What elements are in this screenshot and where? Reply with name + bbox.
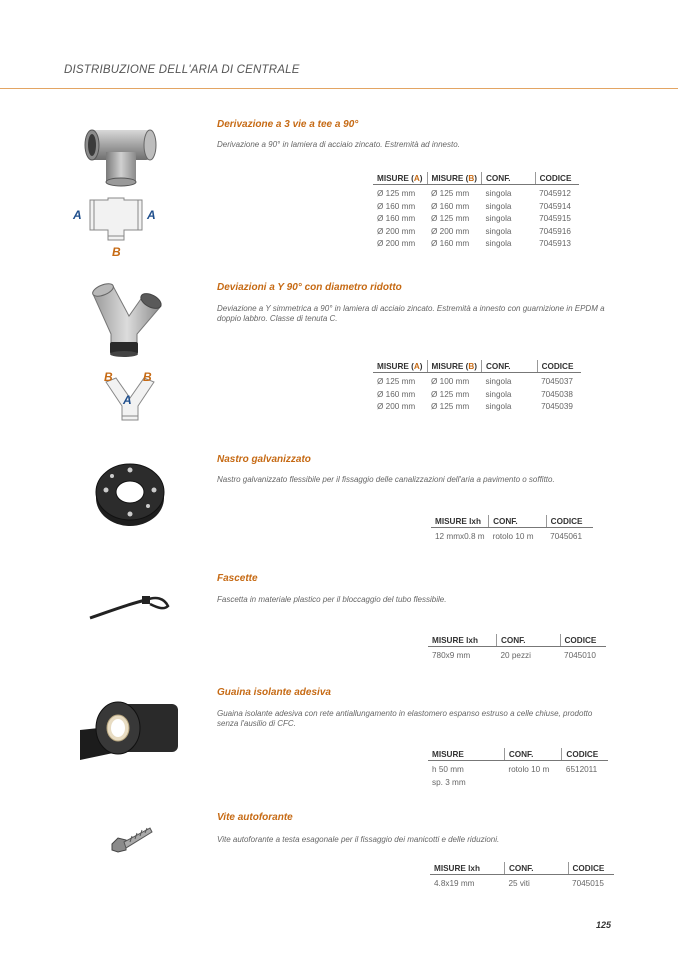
tee-label-a-right: A: [147, 208, 156, 222]
table-row: 4.8x19 mm 25 viti 7045015: [434, 879, 604, 888]
col-header-misure-b: MISURE (B): [427, 360, 482, 373]
product-title-nastro: Nastro galvanizzato: [217, 454, 311, 465]
y-label-a: A: [123, 393, 132, 407]
tee-fitting-image: [80, 122, 162, 186]
col-header-misure-a: MISURE (A): [373, 172, 427, 185]
col-header-misure: MISURE lxh: [431, 515, 489, 528]
col-header-misure-a: MISURE (A): [373, 360, 427, 373]
table-row: Ø 200 mm Ø 160 mm singola 7045913: [377, 239, 571, 248]
table-row: Ø 200 mm Ø 125 mm singola 7045039: [377, 402, 573, 411]
insulation-tape-image: [78, 690, 182, 764]
col-header-codice: CODICE: [562, 748, 608, 761]
product-title-tee: Derivazione a 3 vie a tee a 90°: [217, 119, 359, 130]
product-desc-tee: Derivazione a 90° in lamiera di acciaio zincato. Estremità ad innesto.: [217, 140, 460, 149]
product-desc-nastro: Nastro galvanizzato flessibile per il fissaggio delle canalizzazioni dell'aria a pavimento o soffitto.: [217, 475, 555, 484]
screw-image: [110, 822, 154, 854]
col-header-misure: MISURE lxh: [430, 862, 504, 875]
spec-table-vite: [430, 862, 614, 891]
table-row: Ø 125 mm Ø 100 mm singola 7045037: [377, 377, 573, 386]
col-header-codice: CODICE: [537, 360, 581, 373]
y-label-b-right: B: [143, 370, 152, 384]
col-header-codice: CODICE: [535, 172, 579, 185]
y-fitting-image: [85, 284, 165, 360]
product-title-guaina: Guaina isolante adesiva: [217, 687, 331, 698]
col-header-misure: MISURE lxh: [428, 634, 496, 647]
col-header-conf: CONF.: [504, 862, 568, 875]
table-row: h 50 mm rotolo 10 m 6512011: [432, 765, 598, 774]
col-header-conf: CONF.: [496, 634, 560, 647]
spec-table-y: [373, 360, 581, 414]
table-row: 12 mmx0.8 m rotolo 10 m 7045061: [435, 532, 583, 541]
col-header-misure: MISURE: [428, 748, 504, 761]
col-header-codice: CODICE: [546, 515, 592, 528]
table-row: 780x9 mm 20 pezzi 7045010: [432, 651, 596, 660]
tee-label-a-left: A: [73, 208, 82, 222]
product-title-vite: Vite autoforante: [217, 812, 293, 823]
col-header-misure-b: MISURE (B): [427, 172, 482, 185]
spec-table-fascette: [428, 634, 606, 663]
product-desc-guaina: Guaina isolante adesiva con rete antiallungamento in elastomero espanso estruso a celle chiuse, prodotto senza l'ausilio di CFC.: [217, 709, 593, 728]
table-row: Ø 160 mm Ø 125 mm singola 7045915: [377, 214, 571, 223]
col-header-conf: CONF.: [504, 748, 562, 761]
spec-table-guaina: [428, 748, 608, 789]
table-row: Ø 160 mm Ø 160 mm singola 7045914: [377, 201, 571, 211]
cable-tie-image: [88, 592, 170, 622]
product-desc-y: Deviazione a Y simmetrica a 90° in lamiera di acciaio zincato. Estremità a innesto con guarnizione in EPDM a doppio labbro. Classe di tenuta C.: [217, 304, 605, 323]
col-header-conf: CONF.: [489, 515, 547, 528]
product-desc-fascette: Fascetta in materiale plastico per il bloccaggio del tubo flessibile.: [217, 595, 447, 604]
spec-table-nastro: [431, 515, 593, 544]
spec-table-tee: [373, 172, 579, 251]
page-number: 125: [596, 920, 612, 930]
section-title: DISTRIBUZIONE DELL'ARIA DI CENTRALE: [64, 64, 300, 76]
y-label-b-left: B: [104, 370, 113, 384]
col-header-conf: CONF.: [482, 172, 536, 185]
product-title-fascette: Fascette: [217, 573, 258, 584]
col-header-conf: CONF.: [482, 360, 538, 373]
table-row: Ø 160 mm Ø 125 mm singola 7045038: [377, 389, 573, 399]
table-row: Ø 200 mm Ø 200 mm singola 7045916: [377, 226, 571, 236]
col-header-codice: CODICE: [560, 634, 606, 647]
table-row: Ø 125 mm Ø 125 mm singola 7045912: [377, 189, 571, 198]
header-rule: [0, 88, 678, 89]
tape-roll-image: [94, 460, 166, 530]
product-title-y: Deviazioni a Y 90° con diametro ridotto: [217, 282, 402, 293]
tee-diagram: [88, 196, 144, 244]
col-header-codice: CODICE: [568, 862, 614, 875]
tee-label-b: B: [112, 245, 121, 259]
product-desc-vite: Vite autoforante a testa esagonale per il fissaggio dei manicotti e delle riduzioni.: [217, 835, 500, 844]
table-row: sp. 3 mm: [432, 777, 466, 787]
